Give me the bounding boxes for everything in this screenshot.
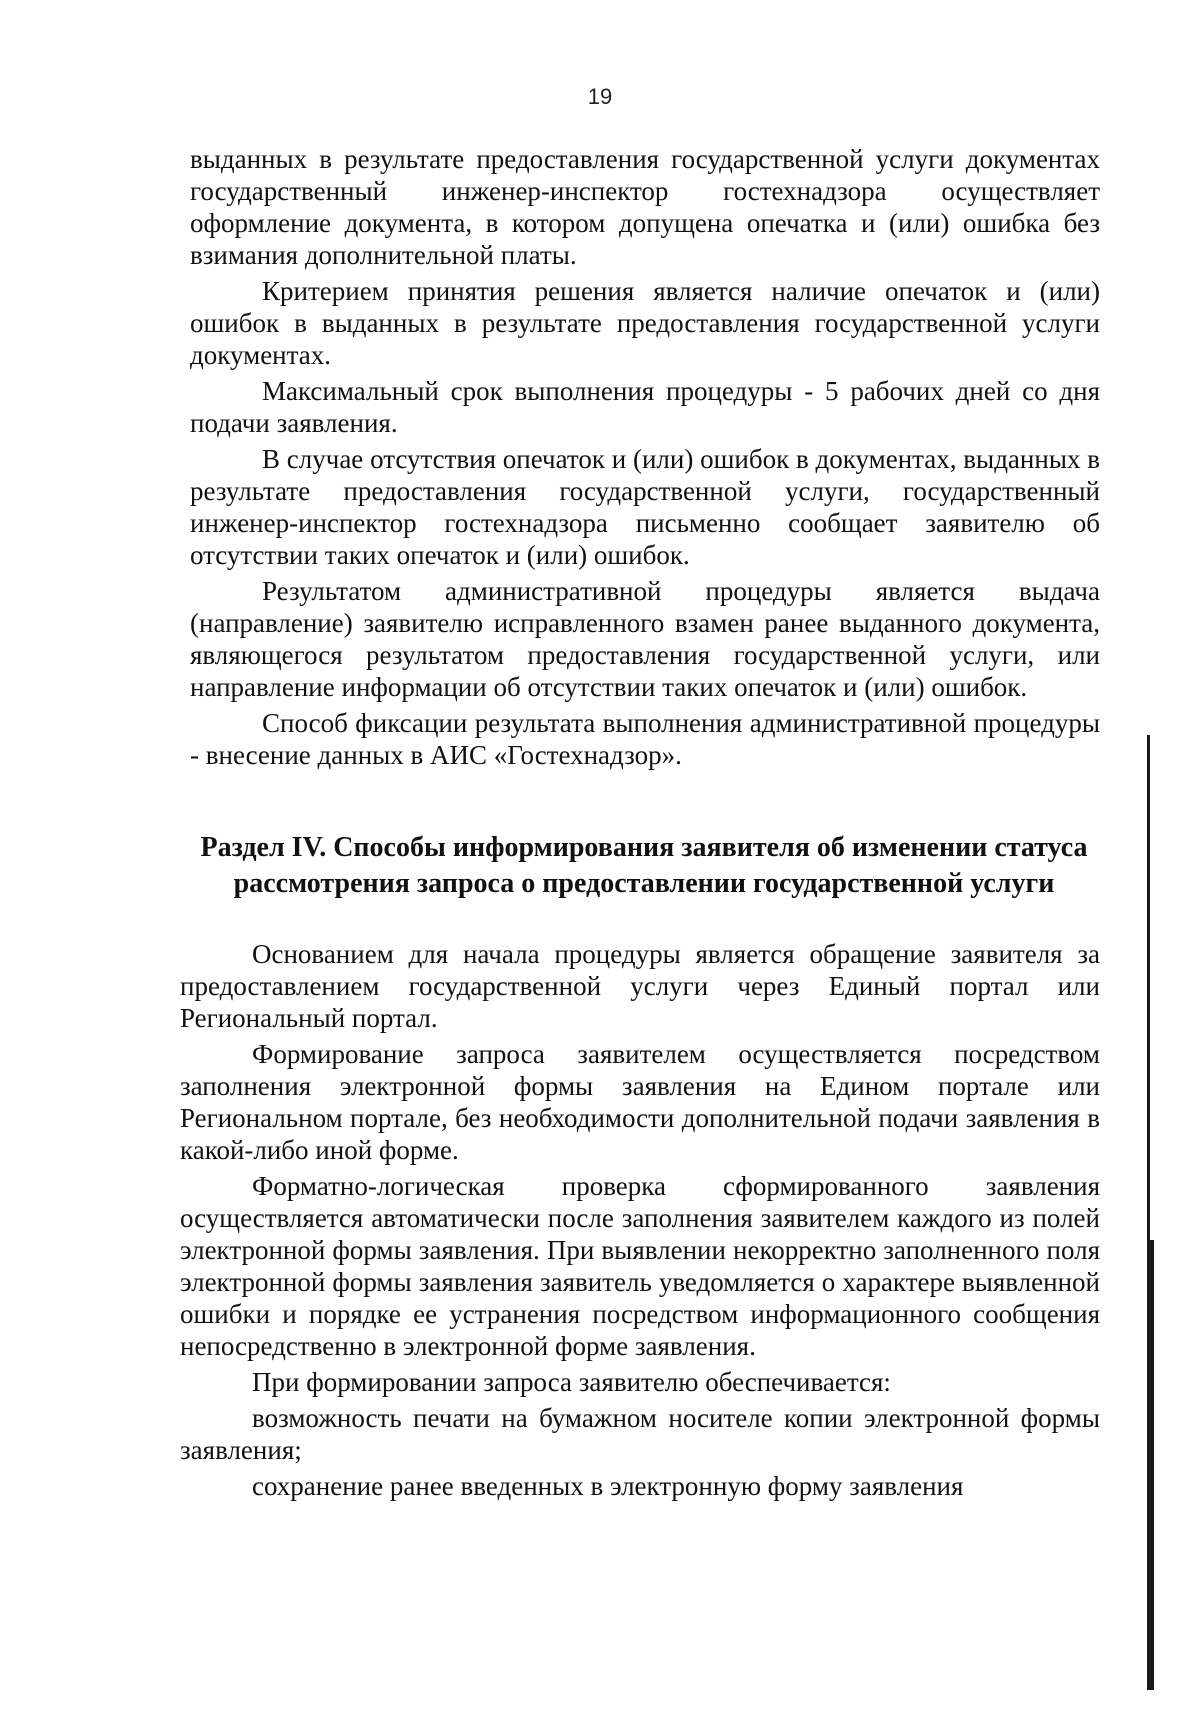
- paragraph: сохранение ранее введенных в электронную форму заявления: [252, 1471, 964, 1501]
- paragraph: Форматно-логическая проверка сформированного заявления осуществляется автоматически после заполнения заявителем каждого из полей электронной формы заявления. При выявлении некорректно заполненного поля электронной формы заявления заявитель уведомляется о характере выявленной ошибки и порядке ее устранения посредством информационного сообщения непосредственно в электронной форме заявления.: [180, 1171, 1100, 1361]
- paragraph: Результатом административной процедуры является выдача (направление) заявителю исправленного взамен ранее выданного документа, являющегося результатом предоставления государственной услуги, или направление информации об отсутствии таких опечаток и (или) ошибок.: [190, 576, 1100, 702]
- paragraph: Основанием для начала процедуры является обращение заявителя за предоставлением государственной услуги через Единый портал или Региональный портал.: [180, 939, 1100, 1033]
- paragraph: Способ фиксации результата выполнения административной процедуры - внесение данных в АИС «Гостехнадзор».: [190, 708, 1100, 770]
- paragraph: возможность печати на бумажном носителе копии электронной формы заявления;: [180, 1403, 1100, 1465]
- paragraph: выданных в результате предоставления государственной услуги документах государственный инженер-инспектор гостехнадзора осуществляет оформление документа, в котором допущена опечатка и (или) ошибка без взимания дополнительной платы.: [190, 144, 1100, 270]
- page-number: 19: [587, 84, 613, 109]
- body-text-top: [190, 143, 1100, 775]
- body-text-bottom: [180, 938, 1100, 1506]
- paragraph: При формировании запроса заявителю обеспечивается:: [252, 1367, 891, 1397]
- paragraph: Критерием принятия решения является наличие опечаток и (или) ошибок в выданных в результате предоставления государственной услуги документах.: [190, 276, 1100, 370]
- scan-edge-line: [1149, 1240, 1154, 1690]
- section-heading: Раздел IV. Способы информирования заявителя об изменении статуса рассмотрения запроса о предоставлении государственной услуги: [200, 832, 1088, 899]
- paragraph: В случае отсутствия опечаток и (или) ошибок в документах, выданных в результате предоставления государственной услуги, государственный инженер-инспектор гостехнадзора письменно сообщает заявителю об отсутствии таких опечаток и (или) ошибок.: [190, 444, 1100, 570]
- paragraph: Максимальный срок выполнения процедуры - 5 рабочих дней со дня подачи заявления.: [190, 376, 1100, 438]
- paragraph: Формирование запроса заявителем осуществляется посредством заполнения электронной формы заявления на Едином портале или Региональном портале, без необходимости дополнительной подачи заявления в какой-либо иной форме.: [180, 1039, 1100, 1165]
